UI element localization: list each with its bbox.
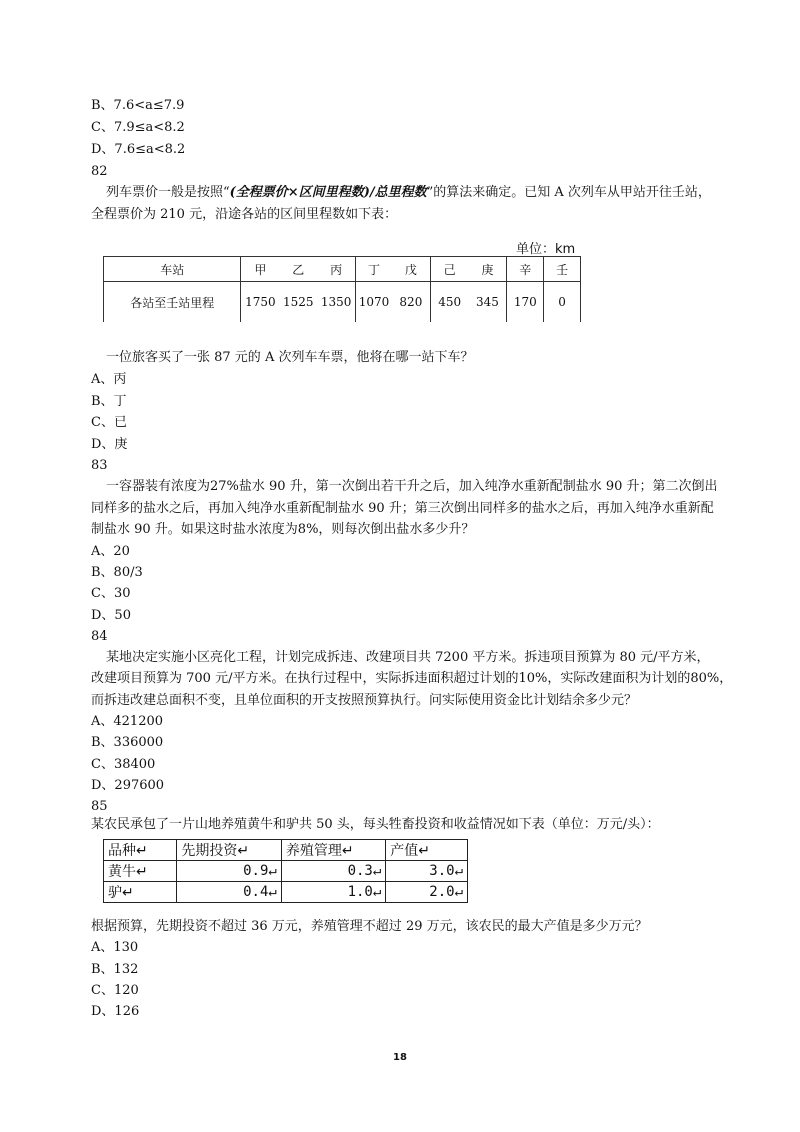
table-header-cell: 己: [430, 257, 468, 282]
table-cell: 1.0↵: [281, 882, 385, 903]
option-text: D、7.6≤a<8.2: [91, 142, 186, 157]
table-cell: 450: [438, 295, 462, 309]
table-cell: 3.0↵: [386, 861, 468, 882]
table-cell: 345: [469, 282, 507, 323]
question-stem: 制盐水 90 升。如果这时盐水浓度为8%，则每次倒出盐水多少升？: [91, 522, 475, 537]
question-text: 根据预算，先期投资不超过 36 万元，养殖管理不超过 29 万元，该农民的最大产值是多少万元？: [91, 919, 648, 934]
table-header-cell: 产值↵: [386, 840, 468, 861]
table-cell: 820: [392, 282, 430, 323]
table-unit: 单位：km: [516, 242, 576, 257]
option-text: B、132: [91, 962, 139, 977]
table-header-cell: 戊: [392, 257, 430, 282]
option-text: B、80/3: [91, 565, 143, 580]
question-stem: 某农民承包了一片山地养殖黄牛和驴共 50 头，每头牲畜投资和收益情况如下表（单位：万元/头）：: [91, 817, 660, 832]
question-stem: 同样多的盐水之后，再加入纯净水重新配制盐水 90 升；第三次倒出同样多的盐水之后，再加入纯净水重新配: [91, 501, 714, 516]
question-text: 一位旅客买了一张 87 元的 A 次列车车票，他将在哪一站下车？: [106, 350, 474, 365]
question-number: 85: [91, 799, 108, 814]
question-number: 83: [91, 458, 108, 473]
table-row: [104, 282, 581, 323]
question-stem: 而拆违改建总面积不变，且单位面积的开支按照预算执行。问实际使用资金比计划结余多少元？: [91, 693, 638, 708]
option-text: C、已: [91, 415, 127, 430]
table-header-row: [104, 840, 468, 861]
option-text: D、126: [91, 1004, 140, 1019]
table-header-cell: 先期投资↵: [177, 840, 281, 861]
table-row-label: 驴↵: [104, 882, 177, 903]
option-text: A、421200: [91, 714, 164, 729]
table-row-label: 各站至壬站里程: [104, 282, 241, 323]
option-text: A、20: [91, 544, 130, 559]
table-cell: 1750: [245, 295, 276, 309]
option-text: C、120: [91, 983, 139, 998]
table-cell: 1525: [282, 295, 314, 309]
livestock-table: [103, 839, 468, 903]
stem-text: ”的算法来确定。已知 A 次列车从甲站开往壬站，: [426, 185, 711, 200]
option-text: D、297600: [91, 778, 165, 793]
option-text: B、336000: [91, 735, 164, 750]
option-text: B、丁: [91, 394, 127, 409]
table-cell: 0.9↵: [177, 861, 281, 882]
question-stem: 一容器装有浓度为27%盐水 90 升，第一次倒出若干升之后，加入纯净水重新配制盐水 90 升；第二次倒出: [106, 479, 718, 494]
question-stem: 某地决定实施小区亮化工程，计划完成拆违、改建项目共 7200 平方米。拆违项目预算为 80 元/平方米，: [106, 650, 710, 665]
mileage-table: [103, 256, 581, 322]
table-header-cell: 丙: [317, 257, 355, 282]
question-number: 84: [91, 629, 108, 644]
option-text: A、丙: [91, 372, 127, 387]
option-text: C、7.9≤a<8.2: [91, 120, 185, 135]
table-cell: 1350: [317, 282, 355, 323]
table-row-label: 黄牛↵: [104, 861, 177, 882]
table-header-cell: 丁: [356, 257, 392, 282]
table-cell: 2.0↵: [386, 882, 468, 903]
table-header-row: [104, 257, 581, 282]
option-text: C、30: [91, 586, 131, 601]
table-header-cell: 庚: [469, 257, 507, 282]
table-row: [104, 861, 468, 882]
table-header-cell: 甲: [241, 257, 279, 282]
question-stem: [106, 183, 711, 203]
table-row: [104, 882, 468, 903]
option-text: B、7.6<a≤7.9: [91, 98, 185, 113]
table-header-cell: 品种↵: [104, 840, 177, 861]
table-cell: 0.4↵: [177, 882, 281, 903]
table-cell: 0.3↵: [281, 861, 385, 882]
option-text: D、庚: [91, 437, 128, 452]
table-cell: 170: [507, 282, 544, 323]
table-cell: 0: [544, 282, 581, 323]
option-text: A、130: [91, 940, 139, 955]
option-text: D、50: [91, 608, 131, 623]
stem-text: 列车票价一般是按照“: [106, 185, 230, 200]
table-header-cell: 车站: [104, 257, 241, 282]
table-header-cell: 辛: [507, 257, 544, 282]
table-cell: 1070: [358, 295, 390, 309]
question-number: 82: [91, 164, 108, 179]
question-stem: 改建项目预算为 700 元/平方米。在执行过程中，实际拆违面积超过计划的10%，实际改建面积为计划的80%，: [91, 671, 733, 686]
page-number: 18: [393, 1052, 407, 1063]
question-stem: 全程票价为 210 元，沿途各站的区间里程数如下表：: [91, 207, 398, 222]
table-header-cell: 壬: [544, 257, 581, 282]
option-text: C、38400: [91, 757, 156, 772]
table-header-cell: 养殖管理↵: [281, 840, 385, 861]
table-header-cell: 乙: [279, 257, 317, 282]
formula-text: (全程票价×区间里程数)/总里程数: [229, 185, 427, 200]
